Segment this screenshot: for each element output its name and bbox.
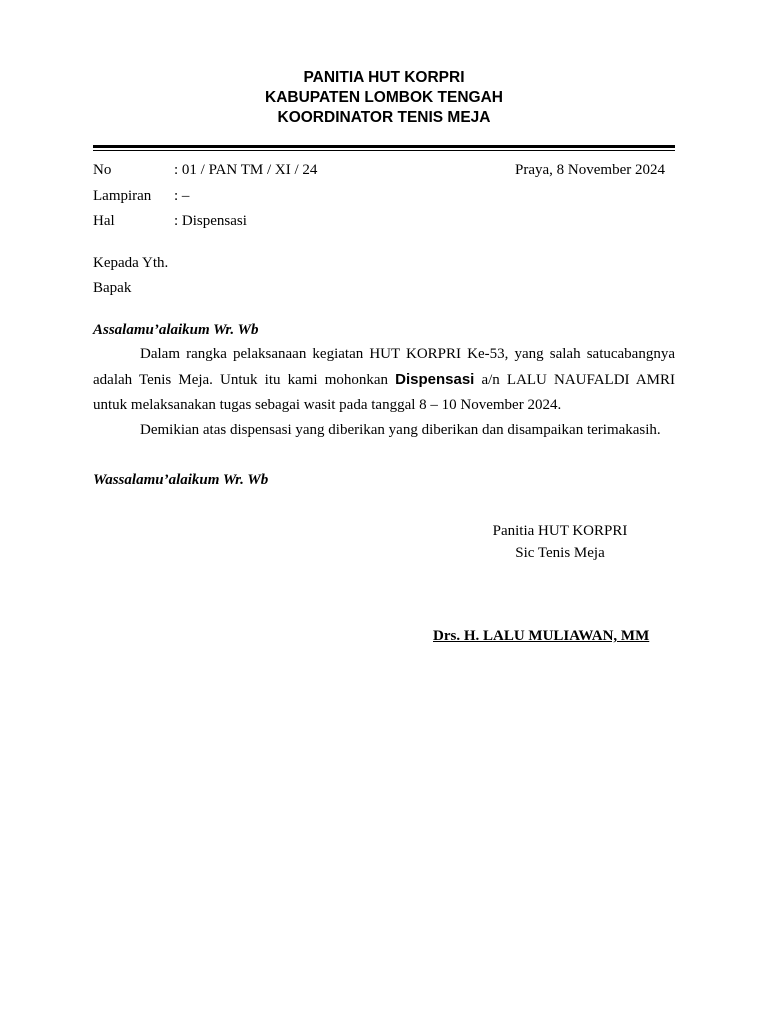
signature-organization: Panitia HUT KORPRI	[492, 523, 628, 539]
recipient-line-1: Kepada Yth.	[93, 255, 169, 271]
body-paragraph-1	[93, 342, 675, 418]
recipient-line-2: Bapak	[93, 280, 132, 296]
paragraph-1-text-a: Dalam rangka pelaksanaan kegiatan HUT KORPRI Ke-53, yang salah satucabangnya adalah Tenis Meja. Untuk itu kami mohonkan	[93, 346, 675, 388]
paragraph-1-emphasis: Dispensasi	[395, 371, 475, 388]
letterhead-line-1: PANITIA HUT KORPRI	[303, 69, 465, 86]
closing-greeting: Wassalamu’alaikum Wr. Wb	[93, 472, 269, 488]
letterhead	[0, 68, 768, 128]
letterhead-line-2: KABUPATEN LOMBOK TENGAH	[265, 89, 503, 106]
signature-block	[440, 520, 680, 564]
header-divider-thick	[93, 145, 675, 148]
subject-value: : Dispensasi	[174, 213, 247, 229]
attachment-value: : –	[174, 188, 190, 204]
attachment-label: Lampiran	[93, 188, 152, 204]
paragraph-1-text-b: a/n LALU NAUFALDI AMRI untuk melaksanakan tugas sebagai wasit pada tanggal 8 – 10 November 2024.	[93, 372, 675, 413]
number-value: : 01 / PAN TM / XI / 24	[174, 162, 318, 178]
letter-date: Praya, 8 November 2024	[515, 162, 665, 178]
signatory-name: Drs. H. LALU MULIAWAN, MM	[433, 628, 650, 644]
header-divider-thin	[93, 150, 675, 151]
body-paragraph-2: Demikian atas dispensasi yang diberikan yang diberikan dan disampaikan terimakasih.	[140, 422, 661, 438]
letterhead-line-3: KOORDINATOR TENIS MEJA	[277, 109, 491, 126]
number-label: No	[93, 162, 112, 178]
greeting: Assalamu’alaikum Wr. Wb	[93, 322, 259, 338]
subject-label: Hal	[93, 213, 115, 229]
signature-role: Sic Tenis Meja	[515, 545, 605, 561]
